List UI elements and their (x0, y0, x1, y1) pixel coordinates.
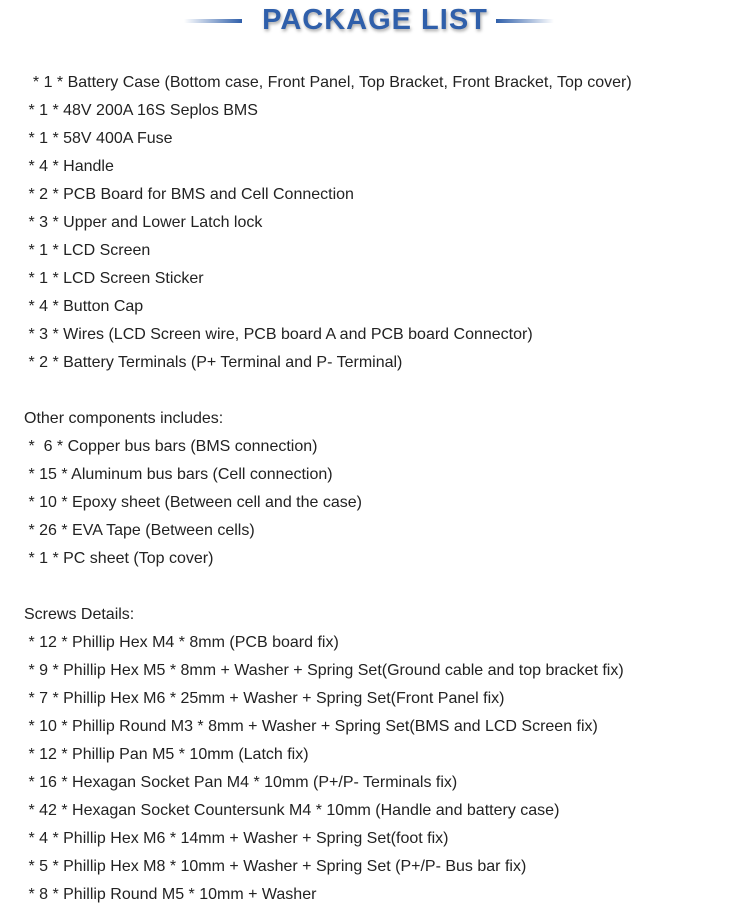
list-item: * 9 * Phillip Hex M5 * 8mm + Washer + Spring Set(Ground cable and top bracket fix) (24, 662, 624, 679)
package-items-list (24, 69, 744, 377)
list-item: * 1 * LCD Screen Sticker (24, 270, 204, 287)
list-item: * 6 * Copper bus bars (BMS connection) (24, 438, 318, 455)
list-item: * 1 * 58V 400A Fuse (24, 130, 173, 147)
list-item: * 5 * Phillip Hex M8 * 10mm + Washer + Spring Set (P+/P- Bus bar fix) (24, 858, 527, 875)
page-header (0, 0, 750, 44)
list-item: * 3 * Upper and Lower Latch lock (24, 214, 263, 231)
screws-section (24, 601, 744, 909)
list-item: * 10 * Phillip Round M3 * 8mm + Washer + Spring Set(BMS and LCD Screen fix) (24, 718, 598, 735)
list-item: * 1 * LCD Screen (24, 242, 151, 259)
list-item: * 15 * Aluminum bus bars (Cell connection) (24, 466, 333, 483)
list-item: * 2 * Battery Terminals (P+ Terminal and P- Terminal) (24, 354, 403, 371)
list-item: * 12 * Phillip Pan M5 * 10mm (Latch fix) (24, 746, 309, 763)
list-item: * 4 * Phillip Hex M6 * 14mm + Washer + Spring Set(foot fix) (24, 830, 449, 847)
section-spacer (24, 377, 744, 405)
list-item: * 3 * Wires (LCD Screen wire, PCB board A and PCB board Connector) (24, 326, 533, 343)
section-spacer (24, 573, 744, 601)
list-item: * 10 * Epoxy sheet (Between cell and the case) (24, 494, 362, 511)
list-item: * 4 * Button Cap (24, 298, 144, 315)
list-item: * 7 * Phillip Hex M6 * 25mm + Washer + Spring Set(Front Panel fix) (24, 690, 505, 707)
list-item: * 1 * 48V 200A 16S Seplos BMS (24, 102, 258, 119)
list-item: * 12 * Phillip Hex M4 * 8mm (PCB board fix) (24, 634, 339, 651)
list-item: * 42 * Hexagan Socket Countersunk M4 * 10mm (Handle and battery case) (24, 802, 560, 819)
list-item: * 2 * PCB Board for BMS and Cell Connection (24, 186, 354, 203)
list-item: * 16 * Hexagan Socket Pan M4 * 10mm (P+/P- Terminals fix) (24, 774, 458, 791)
section-heading: Other components includes: (24, 410, 224, 427)
page-title: PACKAGE LIST (262, 4, 488, 36)
list-item: * 4 * Handle (24, 158, 114, 175)
list-item: * 8 * Phillip Round M5 * 10mm + Washer (24, 886, 317, 903)
list-item: * 26 * EVA Tape (Between cells) (24, 522, 255, 539)
list-item: * 1 * Battery Case (Bottom case, Front Panel, Top Bracket, Front Bracket, Top cover) (24, 74, 632, 91)
header-decoration-right (496, 19, 554, 23)
list-item: * 1 * PC sheet (Top cover) (24, 550, 214, 567)
other-components-section (24, 405, 744, 573)
package-list-content (24, 69, 744, 909)
section-heading: Screws Details: (24, 606, 135, 623)
